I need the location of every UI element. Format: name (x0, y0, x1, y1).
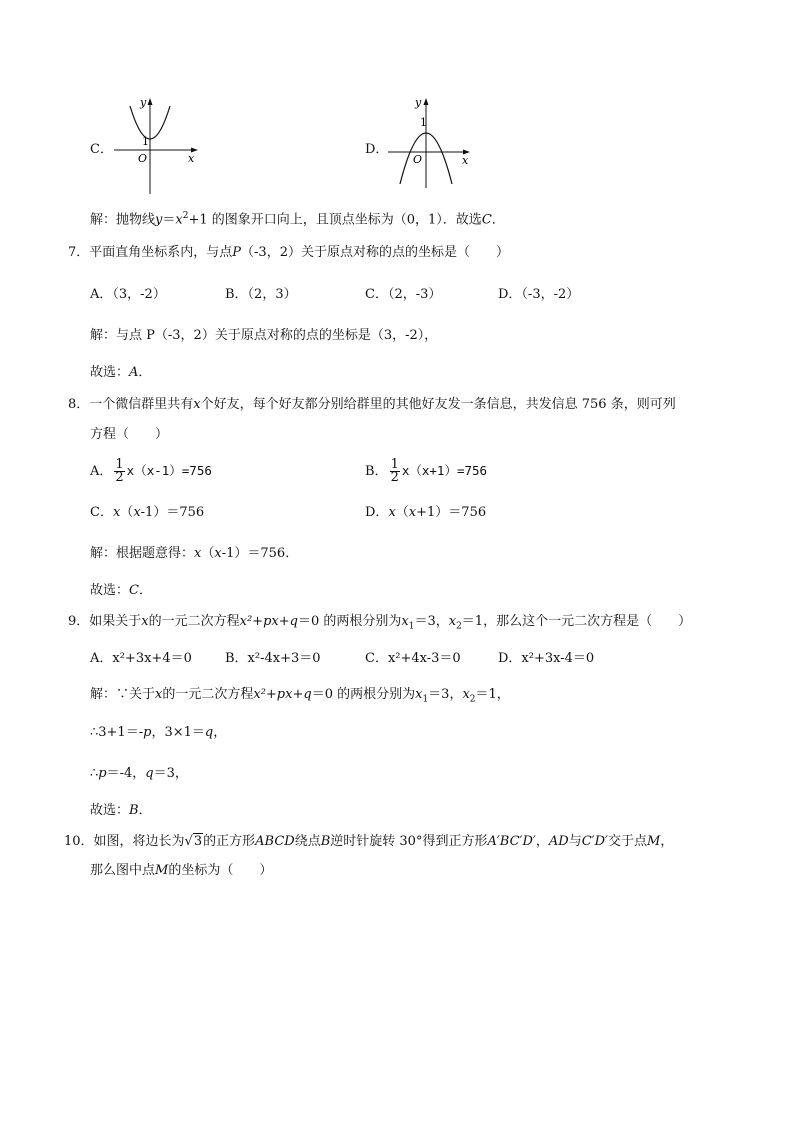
graph-c-y-label: y (140, 96, 147, 109)
graph-d-y-label: y (415, 96, 422, 109)
option-d-label: D． (365, 142, 389, 157)
q9-option-d: D．x²+3x-4＝0 (498, 651, 595, 666)
q7-option-a: A．（3，-2） (90, 287, 166, 302)
graph-c-origin-label: O (138, 152, 148, 165)
q9-option-a: A．x²+3x+4＝0 (90, 651, 192, 666)
q7-stem: 7．平面直角坐标系内，与点P（-3，2）关于原点对称的点的坐标是（ ） (68, 245, 509, 260)
graph-c-x-label: x (188, 152, 195, 165)
graph-d-x-label: x (462, 154, 469, 167)
option-c-label: C． (90, 142, 113, 157)
q10-stem-line1: 10．如图，将边长为√3的正方形ABCD绕点B逆时针旋转 30°得到正方形A′BC′D′，AD与C′D′交于点M， (64, 834, 674, 849)
q8-stem-line2: 方程（ ） (90, 427, 169, 442)
q7-option-d: D．（-3，-2） (498, 287, 580, 302)
graph-d-parabola-down (382, 96, 474, 188)
q8-option-a: A． $\frac{1}{2}$ x（x-1）=756 (90, 457, 212, 485)
q9-answer: 故选：B． (90, 803, 152, 818)
q6-solution: 解：抛物线$y=x^2+1$ 的图象开口向上，且顶点坐标为（0，1）．故选C． (90, 211, 505, 228)
q8-answer: 故选：C． (90, 583, 152, 598)
q9-step1: ∴3+1＝-p，3×1＝q， (90, 725, 227, 740)
sqrt-symbol: √3 (184, 834, 203, 849)
q8-solution: 解：根据题意得：x（x-1）＝756． (90, 546, 299, 561)
q8-stem-line1: 8．一个微信群里共有x个好友，每个好友都分别给群里的其他好友发一条信息，共发信息 756 条，则可列 (68, 397, 676, 412)
graph-d-one-label: 1 (420, 116, 427, 129)
graph-c-one-label: 1 (142, 135, 149, 148)
q9-option-b: B．x²-4x+3＝0 (225, 651, 321, 666)
q7-option-b: B．（2，3） (225, 287, 297, 302)
q8-option-d: D．x（x+1）＝756 (365, 505, 487, 520)
fraction-one-half: $\frac{1}{2}$ (115, 457, 124, 485)
q8-option-b: B． $\frac{1}{2}$ x（x+1）=756 (365, 457, 488, 485)
q7-option-c: C．（2，-3） (365, 287, 442, 302)
graph-d-origin-label: O (413, 153, 423, 166)
q9-step2: ∴p＝-4，q＝3， (90, 766, 188, 781)
q10-stem-line2: 那么图中点M的坐标为（ ） (90, 863, 273, 878)
q9-option-c: C．x²+4x-3＝0 (365, 651, 461, 666)
graph-c-parabola-up (108, 96, 200, 196)
q7-answer: 故选：A． (90, 365, 152, 380)
q8-option-c: C．x（x-1）＝756 (90, 505, 205, 520)
q7-solution: 解：与点 P（-3，2）关于原点对称的点的坐标是（3，-2）， (90, 328, 438, 343)
fraction-one-half: $\frac{1}{2}$ (390, 457, 399, 485)
q9-solution: 解：∵关于x的一元二次方程x²+px+q＝0 的两根分别为$x_1=3$，$x_2=1$， (90, 687, 510, 705)
q9-stem: 9．如果关于x的一元二次方程x²+px+q＝0 的两根分别为$x_1=3$，$x_2=1$，那么这个一元二次方程是（ ） (68, 614, 692, 632)
